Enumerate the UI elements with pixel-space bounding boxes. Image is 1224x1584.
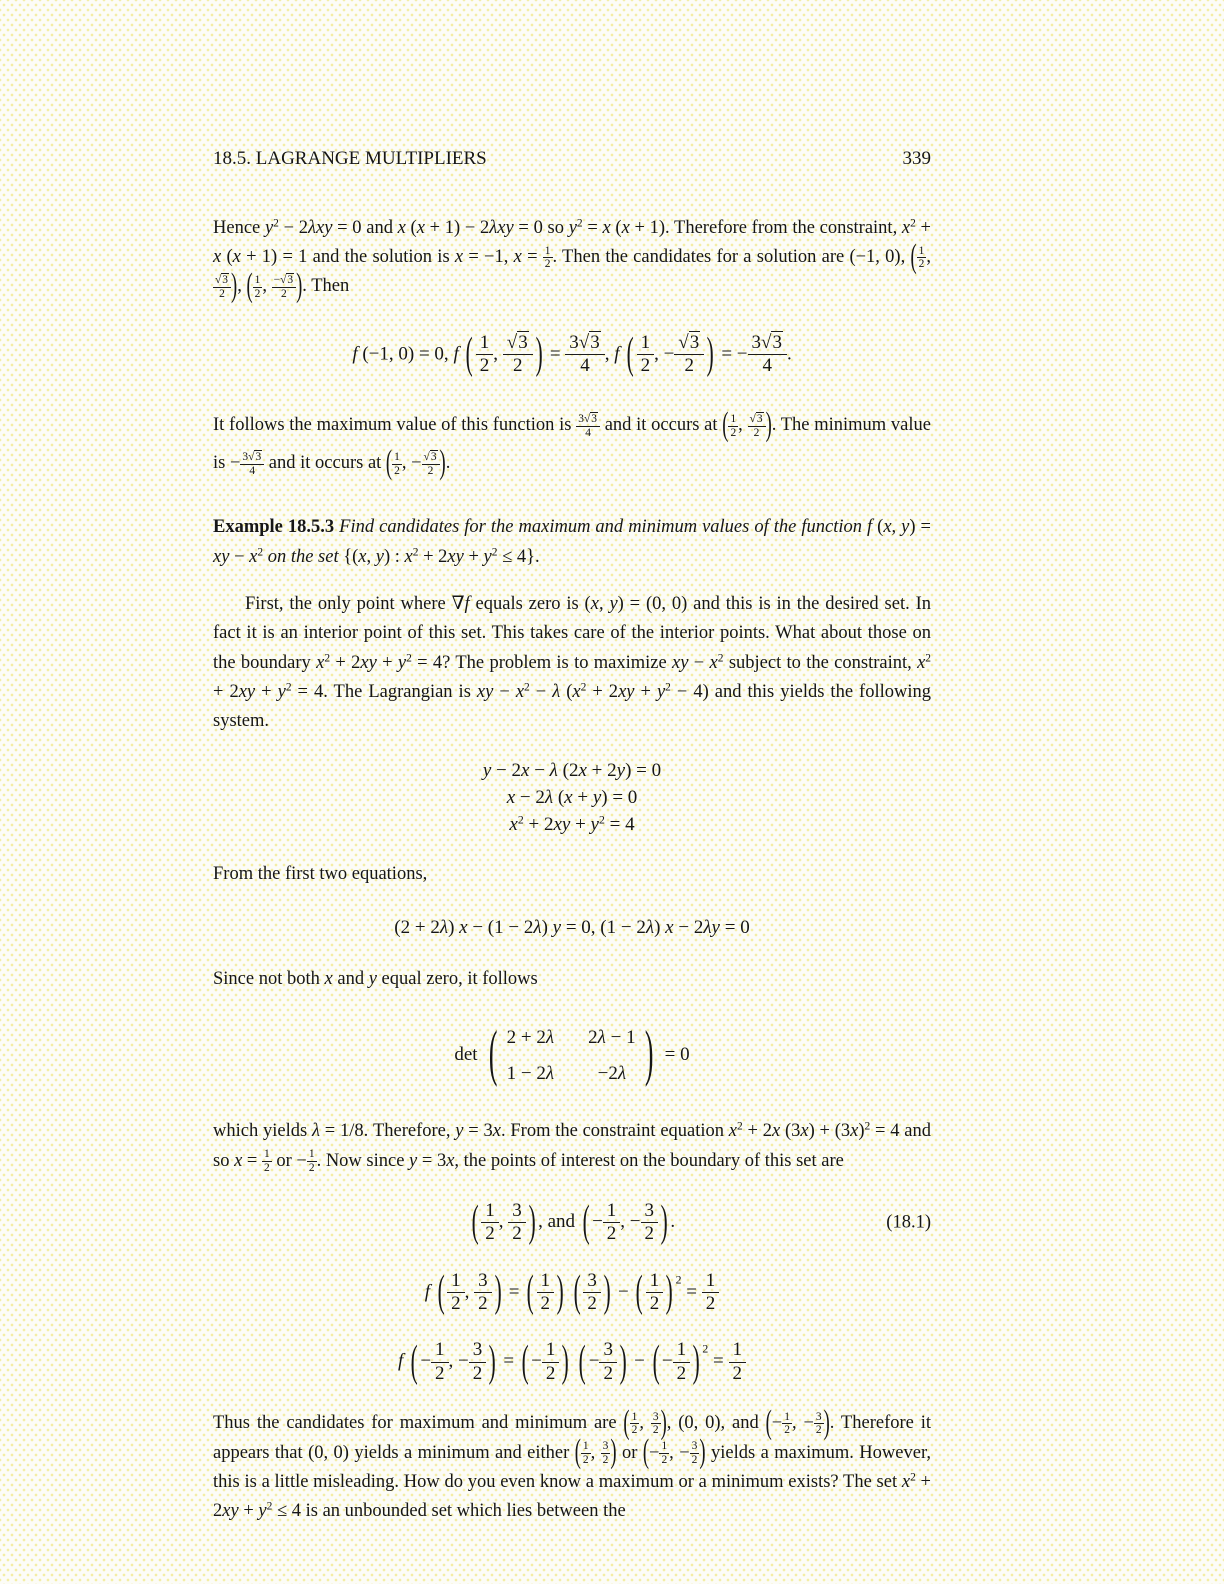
paragraph-since: Since not both x and y equal zero, it follows — [213, 969, 538, 990]
example-statement: Find candidates for the maximum and minimum values of the function f (x, y) = xy − $x^2$ on the set {(x, y) : $x^2 + 2xy + y^2 \le 4$}. — [213, 517, 931, 567]
equation-f-positive-point: f ( $\frac{1}{2}$ , $\frac{3}{2}$ ) = ( $\frac{1}{2}$ ) ( $\frac{3}{2}$ ) − ( $\frac{1}{2}$ ) $^2$ = $\frac{1}{2}$ — [213, 1270, 931, 1316]
page-number: 339 — [902, 148, 931, 169]
system-line-2: x − 2λ (x + y) = 0 — [506, 787, 638, 809]
paragraph-max-min: It follows the maximum value of this function is $\frac{3√3}{4}$ and it occurs at ( $\frac{1}{2}$ , $\frac{√3}{2}$ ). The minimum value is − $\frac{3√3}{4}$ and it occurs at ( $\frac{1}{2}$ , − $\frac{√3}{2}$ ). — [213, 407, 931, 482]
paragraph-which-yields: which yields λ = 1/8. Therefore, y = 3x. From the constraint equation $x^2 + 2x$ $(3x) + (3x)^2 = 4$ and so x = $\frac{1}{2}$ or − $\frac{1}{2}$ . Now since y = 3x, the points of interest on the boundary of this set are — [213, 1121, 931, 1174]
equation-f-negative-point: f ( − $\frac{1}{2}$ , − $\frac{3}{2}$ ) = ( − $\frac{1}{2}$ ) ( − $\frac{3}{2}$ ) − ( − $\frac{1}{2}$ ) $^2$ = $\frac{1}{2}$ — [213, 1339, 931, 1385]
text-block — [213, 148, 931, 1526]
paragraph-from-first: From the first two equations, — [213, 864, 428, 885]
system-line-3: $x^2 + 2xy + y^2 = 4$ — [509, 813, 635, 836]
system-line-1: y − 2x − λ (2x + 2y) = 0 — [482, 760, 662, 782]
equation-18-1 — [213, 1200, 931, 1246]
equation-system — [213, 760, 931, 836]
equation-f-candidate-values: f (−1, 0) = 0, f ( $\frac{1}{2}$ , $\frac{√3}{2}$ ) = $\frac{3√3}{4}$ , f ( $\frac{1}{2}$ , − $\frac{√3}{2}$ ) = − $\frac{3√3}{4}$ . — [352, 329, 792, 380]
running-header — [213, 148, 931, 170]
equation-determinant: det ( 2 + 2λ 2λ − 1 1 − 2λ −2λ ) = 0 — [454, 1021, 690, 1091]
equation-number: (18.1) — [886, 1212, 931, 1233]
paragraph-hence: Hence $y^2 - 2\lambda xy = 0$ and x (x + 1) − 2λxy = 0 so $y^2 = x$ (x + 1). Therefore from the constraint, $x^2 + x$ (x + 1) = 1 and the solution is x = −1, x = $\frac{1}{2}$ . Then the candidates for a solution are (−1, 0), ( $\frac{1}{2}$ , $\frac{√3}{2}$ ), ( $\frac{1}{2}$ , $\frac{-√3}{2}$ ). Then — [213, 217, 932, 305]
example-label: Example 18.5.3 — [213, 517, 335, 538]
equation-lambda-pair: (2 + 2λ) x − (1 − 2λ) y = 0, (1 − 2λ) x − 2λy = 0 — [394, 916, 750, 938]
section-title: 18.5. LAGRANGE MULTIPLIERS — [213, 148, 487, 169]
paragraph-thus-candidates: Thus the candidates for maximum and minimum are ( $\frac{1}{2}$ , $\frac{3}{2}$ ), (0, 0), and (− $\frac{1}{2}$ , − $\frac{3}{2}$ ). Therefore it appears that (0, 0) yields a minimum and either ( $\frac{1}{2}$ , $\frac{3}{2}$ ) or (− $\frac{1}{2}$ , − $\frac{3}{2}$ ) yields a maximum. However, this is a little misleading. How do you even know a maximum or a minimum exists? The set $x^2 + 2xy + y^2 \le 4$ is an unbounded set which lies between the — [213, 1405, 931, 1521]
paragraph-first: First, the only point where ∇f equals zero is (x, y) = (0, 0) and this is in the desired set. In fact it is an interior point of this set. This takes care of the interior points. What about those on the boundary $x^2 + 2xy + y^2 = 4$? The problem is to maximize xy − $x^2$ subject to the constraint, $x^2 + 2xy + y^2 = 4$. The Lagrangian is xy − $x^2 - \lambda$ $(x^2 + 2xy + y^2 - 4)$ and this yields the following system. — [213, 594, 932, 732]
example-18-5-3 — [213, 513, 931, 571]
equation-18-1-body: ( $\frac{1}{2}$ , $\frac{3}{2}$ ) , and ( − $\frac{1}{2}$ , − $\frac{3}{2}$ ) . — [471, 1198, 676, 1248]
